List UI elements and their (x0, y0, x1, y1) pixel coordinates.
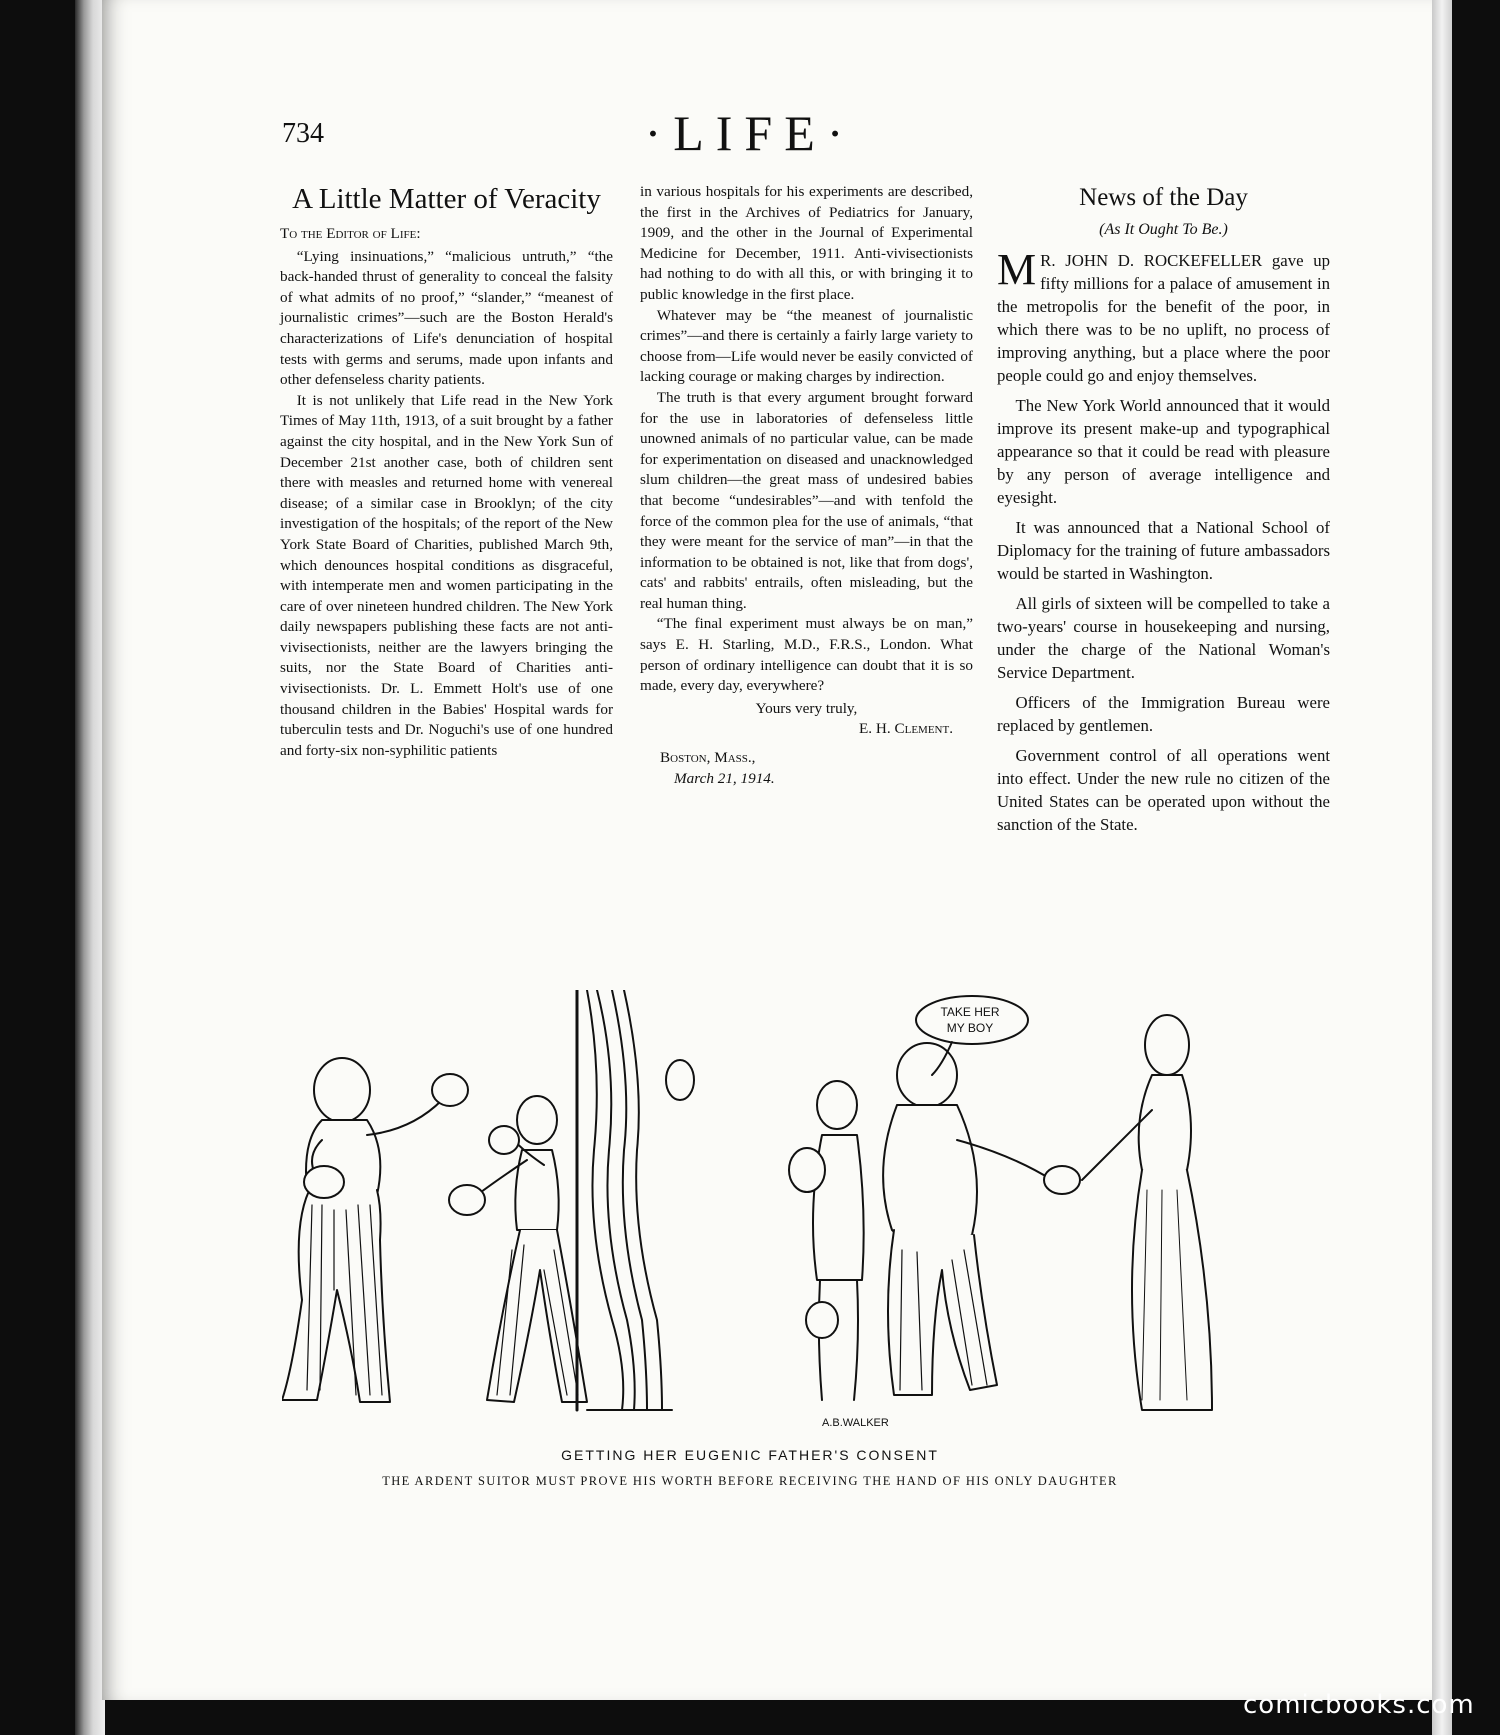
news-paragraph: Government control of all operations went into effect. Under the new rule no citizen of the United States can be operated upon without the sanction of the State. (997, 746, 1330, 834)
cartoon-caption-title: GETTING HER EUGENIC FATHER'S CONSENT (561, 1447, 939, 1463)
article-title: A Little Matter of Veracity (292, 183, 601, 215)
page-number: 734 (282, 118, 324, 149)
letter-signature: E. H. Clement. (859, 720, 953, 738)
news-paragraph: The New York World announced that it would improve its present make-up and typographical appearance so that it could be read with pleasure by any person of average intelligence and eyesight. (997, 396, 1330, 507)
article-column-2 (640, 182, 973, 789)
letter-place: Boston, Mass., (660, 749, 756, 767)
article-paragraph: The truth is that every argument brought forward for the use in laboratories of defenseless little unowned animals of no particular value, can be made for experimentation on diseased and unacknowledged slum children—the great mass of undesired babies that become “undesirables”—and with tenfold the force of the common plea for the use of animals, “that they were meant for the service of man”—in that the information to be obtained is not, like that from dogs', cats' and rabbits' entrails, often misleading, but the real human thing. (640, 388, 973, 612)
watermark: comicbooks.com (1243, 1690, 1475, 1720)
cartoon-caption-subtitle: THE ARDENT SUITOR MUST PROVE HIS WORTH BEFORE RECEIVING THE HAND OF HIS ONLY DAUGHTER (382, 1474, 1118, 1488)
article-paragraph: Whatever may be “the meanest of journalistic crimes”—and there is certainly a fairly large variety to choose from—Life would never be easily convicted of lacking courage or making charges by indirection. (640, 306, 973, 386)
article-paragraph: “Lying insinuations,” “malicious untruth,” “the back-handed thrust of generality to conceal the falsity of what admits of no proof,” “slander,” “meanest of journalistic crimes”—such are the Boston Herald's characterizations of Life's denunciation of hospital tests with germs and serums, made upon infants and other defenseless charity patients. (280, 247, 613, 389)
father-boxer-figure (282, 1058, 468, 1402)
news-paragraph: Officers of the Immigration Bureau were replaced by gentlemen. (997, 693, 1330, 735)
cartoon-illustration (282, 990, 1402, 1430)
speech-bubble-line-2: MY BOY (946, 1021, 994, 1035)
news-subtitle: (As It Ought To Be.) (1099, 221, 1228, 238)
article-paragraph: in various hospitals for his experiments are described, the first in the Archives of Pediatrics for January, 1909, and the other in the Journal of Experimental Medicine for December, 1911. Anti-vivisectionists had nothing to do with all this, or with bringing it to public knowledge in the first place. (640, 183, 973, 303)
news-column (997, 182, 1330, 843)
news-title: News of the Day (1079, 184, 1248, 211)
drop-cap: M (997, 245, 1037, 294)
letter-date: March 21, 1914. (674, 769, 775, 787)
speech-bubble-line-1: TAKE HER (940, 1005, 1000, 1019)
news-paragraph: All girls of sixteen will be compelled to take a two-years' course in housekeeping and nursing, under the charge of the National Woman's Service Department. (997, 594, 1330, 682)
suitor-boxer-figure (449, 1096, 587, 1402)
artist-signature: A.B.WALKER (822, 1417, 889, 1429)
news-paragraph: It was announced that a National School of Diplomacy for the training of future ambassadors would be started in Washington. (997, 518, 1330, 583)
news-first-text: R. JOHN D. ROCKEFELLER gave up fifty millions for a palace of amusement in the metropolis for the benefit of the poor, in which there was to be no uplift, no process of improving anything, but a place where the poor people could go and enjoy themselves. (997, 251, 1330, 385)
second-scene-figures (789, 996, 1212, 1410)
curtain-figure (577, 990, 694, 1410)
masthead: ·LIFE· (644, 105, 856, 161)
article-paragraph: It is not unlikely that Life read in the New York Times of May 11th, 1913, of a suit brought by a father against the city hospital, and in the New York Sun of December 21st another case, both of children sent there with measles and returned home with venereal disease; of a similar case in Brooklyn; of the city investigation of the hospitals; of the report of the New York State Board of Charities, published March 9th, which denounces hospital conditions as disgraceful, with intemperate men and women participating in the care of over nineteen hundred children. The New York daily newspapers publishing these facts are not anti-vivisectionists, neither are the lawyers bringing the suits, nor the State Board of Charities anti-vivisectionists. Dr. L. Emmett Holt's use of one thousand children in the Babies' Hospital wards for tuberculin tests and Dr. Noguchi's use of one hundred and forty-six non-syphilitic patients (280, 391, 613, 759)
salutation: To the Editor of Life: (280, 225, 421, 242)
article-column-1 (280, 182, 613, 761)
article-paragraph: “The final experiment must always be on man,” says E. H. Starling, M.D., F.R.S., London. What person of ordinary intelligence can doubt that it is so made, every day, everywhere? (640, 615, 973, 695)
news-paragraph (997, 245, 1330, 387)
letter-closing: Yours very truly, (755, 699, 858, 717)
